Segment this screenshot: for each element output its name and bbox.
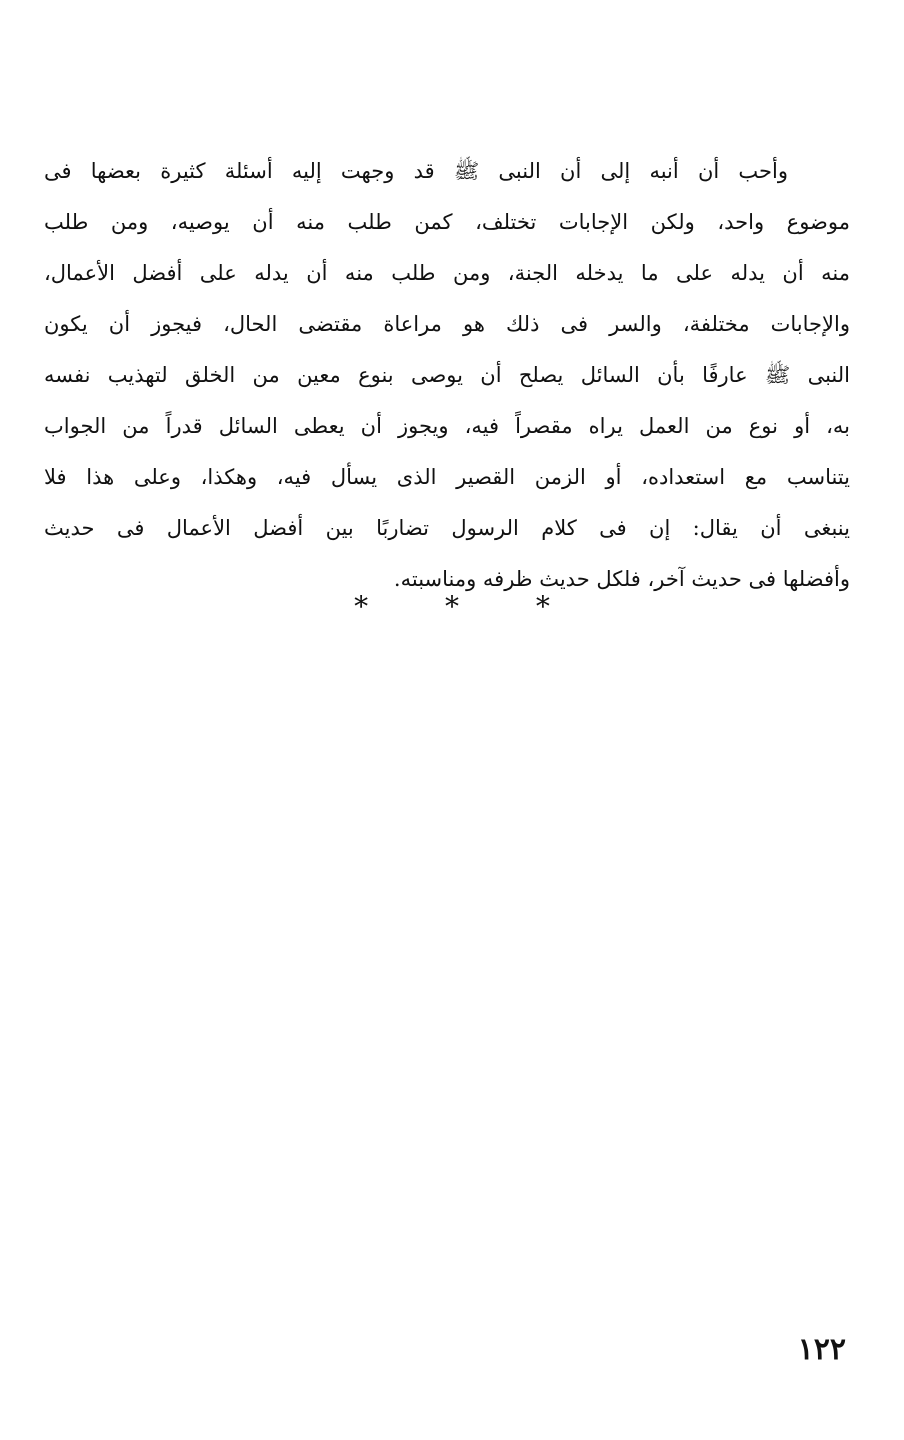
paragraph-line-1: وأحب أن أنبه إلى أن النبى ﷺ قد وجهت إليه أسئلة كثيرة بعضها فى [44, 159, 788, 183]
paragraph-line-9: وأفضلها فى حديث آخر، فلكل حديث ظرفه ومناسبته. [393, 567, 850, 591]
paragraph-line-7: يتناسب مع استعداده، أو الزمن القصير الذى يسأل فيه، وهكذا، وعلى هذا فلا [44, 465, 850, 489]
paragraph-line-5: النبى ﷺ عارفًا بأن السائل يصلح أن يوصى بنوع معين من الخلق لتهذيب نفسه [44, 363, 850, 387]
paragraph-line-8: ينبغى أن يقال: إن فى كلام الرسول تضاربًا بين أفضل الأعمال فى حديث [44, 516, 850, 540]
section-separator [0, 592, 904, 622]
separator-star: * [354, 590, 369, 623]
paragraph-line-3: منه أن يدله على ما يدخله الجنة، ومن طلب منه أن يدله على أفضل الأعمال، [44, 261, 850, 285]
page-number: ١٢٢ [797, 1332, 846, 1367]
separator-star: * [535, 590, 550, 623]
paragraph-line-6: به، أو نوع من العمل يراه مقصراً فيه، ويجوز أن يعطى السائل قدراً من الجواب [44, 414, 850, 438]
paragraph-line-4: والإجابات مختلفة، والسر فى ذلك هو مراعاة مقتضى الحال، فيجوز أن يكون [44, 312, 850, 336]
separator-star: * [445, 590, 459, 623]
body-paragraph [44, 146, 850, 605]
paragraph-line-2: موضوع واحد، ولكن الإجابات تختلف، كمن طلب منه أن يوصيه، ومن طلب [44, 210, 850, 234]
